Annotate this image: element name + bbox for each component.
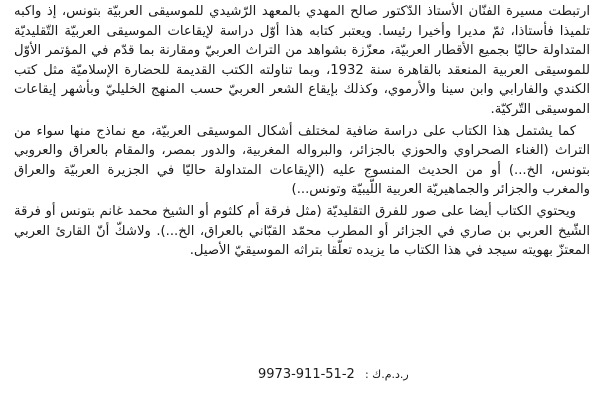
isbn-number: 9973-911-51-2: [258, 367, 355, 382]
document-page: [14, 2, 590, 400]
isbn-label: ر.د.م.ك :: [364, 368, 409, 381]
isbn-line: [258, 367, 409, 382]
paragraph-3: ويحتوي الكتاب أيضا على صور للفرق التقليديّة (مثل فرقة أم كلثوم أو الشيخ محمد غانم بتونس أو فرقة الشّيخ العربي بن صاري في الجزائر أو المطرب محمّد القبّاني بالعراق، الخ...). ولاشكّ أنّ القارئ العربي المعتزّ بهويته سيجد في هذا الكتاب ما يزيده تعلّقا بتراثه الموسيقيّ الأصيل.: [14, 203, 590, 259]
paragraph-1: ارتبطت مسيرة الفنّان الأستاذ الدّكتور صالح المهدي بالمعهد الرّشيدي للموسيقى العربيّة بتونس، إذ واكبه تلميذا فأستاذا، ثمّ مديرا وأخيرا رئيسا. ويعتبر كتابه هذا أوّل دراسة لإيقاعات الموسيقى العربيّة التّقليديّة المتداولة حاليّا بجميع الأقطار العربيّة، معزّزة بشواهد من التراث العربيّ ومقارنة بما قدّم في المؤتمر الأوّل للموسيقى العربية المنعقد بالقاهرة سنة 1932، وبما تناولته الكتب القديمة للحضارة الإسلاميّة مثل كتب الكندي والفارابي وابن سينا والأرموي، وكذلك بإيقاع الشعر العربيّ حسب المنهج الخليليّ وبأشهر إيقاعات الموسيقى التّركيّة.: [14, 4, 590, 117]
paragraph-2: كما يشتمل هذا الكتاب على دراسة ضافية لمختلف أشكال الموسيقى العربيّة، مع نماذج منها سواء من التراث (الغناء الصحراوي والحوزي بالجزائر، والبرواله المغربية، والدور بمصر، والمقام بالعراق والعروبي بتونس، الخ...) أو من الحديث المنسوج عليه (الإيقاعات المتداولة حاليّا في الجزيرة العربيّة والعراق والمغرب والجزائر والجماهيريّة العربية اللّيبيّة وتونس...): [14, 123, 590, 198]
